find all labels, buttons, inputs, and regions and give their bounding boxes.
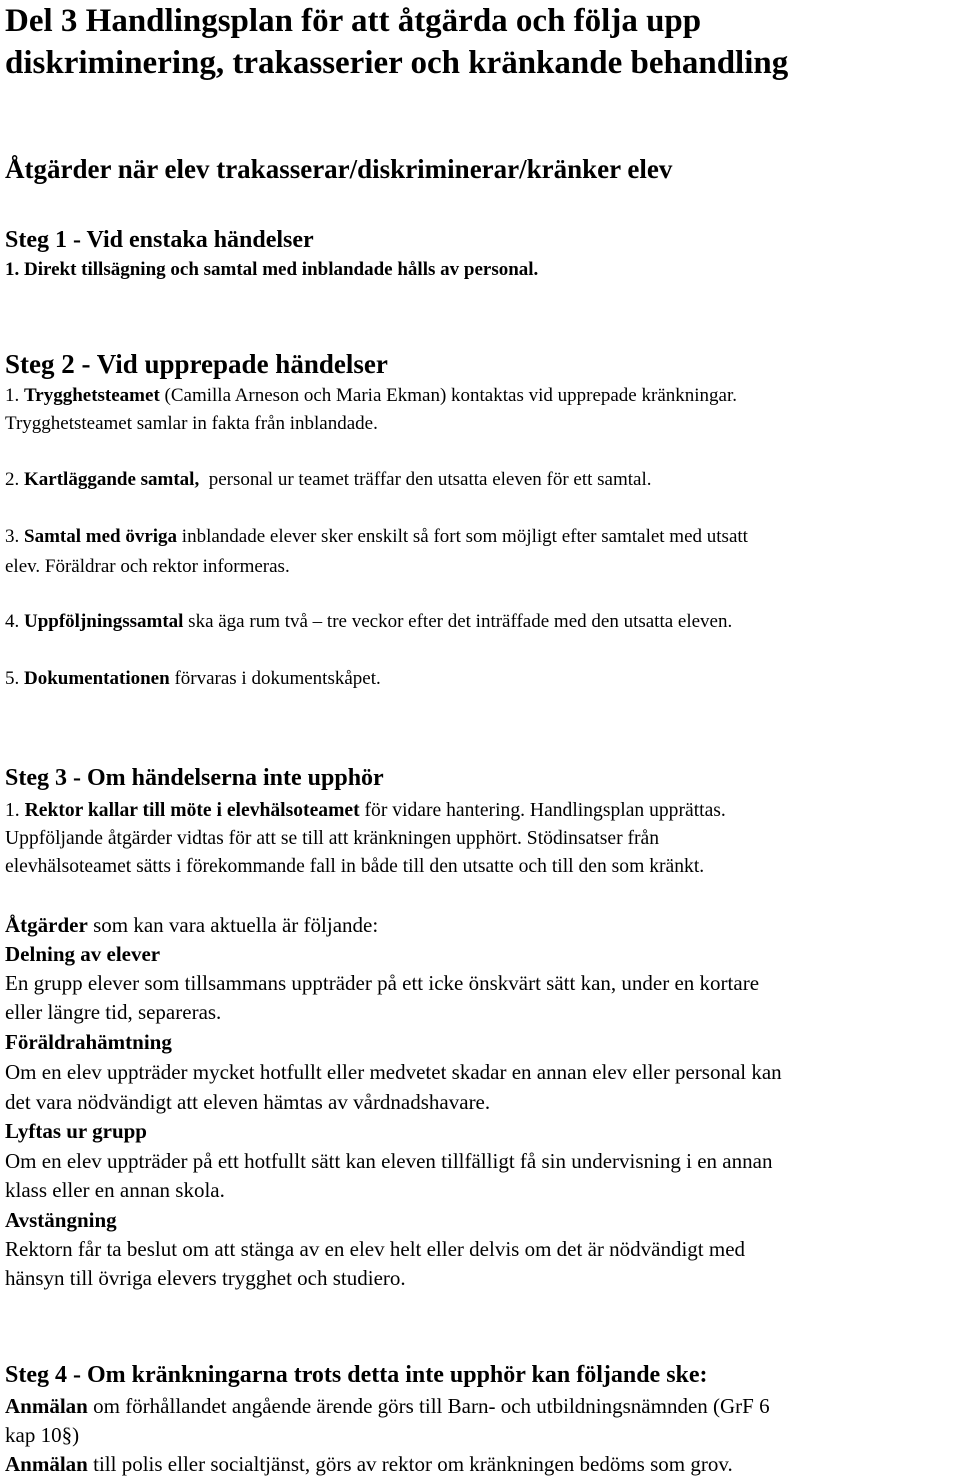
step3-item1-number: 1.	[5, 800, 25, 821]
measure-text-foraldrahamtning-line1: Om en elev uppträder mycket hotfullt eller medvetet skadar en annan elev eller personal kan	[5, 1060, 782, 1084]
step4-item2	[5, 1450, 733, 1479]
step4-item1-text: om förhållandet angående ärende görs till Barn- och utbildningsnämnden (GrF 6	[87, 1394, 770, 1418]
measure-text-delning-line2: eller längre tid, separeras.	[5, 1000, 222, 1024]
step2-item1	[5, 384, 737, 408]
step2-item3-bold: Samtal med övriga	[24, 526, 178, 547]
measure-text-foraldrahamtning-line2: det vara nödvändigt att eleven hämtas av vårdnadshavare.	[5, 1090, 491, 1114]
step4-item1-line2: kap 10§)	[5, 1423, 80, 1447]
section-heading: Åtgärder när elev trakasserar/diskriminerar/kränker elev	[5, 154, 673, 184]
step3-item1	[5, 798, 726, 824]
step2-item2-bold: Kartläggande samtal,	[24, 469, 200, 490]
measure-text-lyftas-line1: Om en elev uppträder på ett hotfullt sätt kan eleven tillfälligt få sin undervisning i en annan	[5, 1149, 773, 1173]
step3-heading: Steg 3 - Om händelserna inte upphör	[5, 765, 384, 791]
page-title-line-2: diskriminering, trakasserier och kränkande behandling	[5, 45, 789, 81]
measures-intro-text: som kan vara aktuella är följande:	[87, 913, 379, 937]
step2-item2-number: 2.	[5, 469, 24, 490]
step2-item1-number: 1.	[5, 385, 24, 406]
step3-item1-text: för vidare hantering. Handlingsplan upprättas.	[359, 800, 726, 821]
page-title-line-1: Del 3 Handlingsplan för att åtgärda och följa upp	[5, 3, 702, 39]
step2-item5	[5, 667, 381, 691]
step4-item2-bold: Anmälan	[5, 1452, 88, 1476]
step2-item3	[5, 525, 748, 549]
step2-item1-text: (Camilla Arneson och Maria Ekman) kontaktas vid upprepade kränkningar.	[159, 385, 737, 406]
step2-item4-text: ska äga rum två – tre veckor efter det inträffade med den utsatta eleven.	[183, 611, 733, 632]
step2-item5-bold: Dokumentationen	[24, 668, 170, 689]
step3-item1-line3: elevhälsoteamet sätts i förekommande fall in både till den utsatte och till den som kränkt.	[5, 856, 705, 877]
step3-item1-bold: Rektor kallar till möte i elevhälsoteamet	[24, 800, 360, 821]
measure-heading-avstangning: Avstängning	[5, 1208, 117, 1232]
measure-text-avstangning-line2: hänsyn till övriga elevers trygghet och studiero.	[5, 1266, 406, 1290]
step2-item2	[5, 468, 652, 492]
step4-item1	[5, 1392, 770, 1421]
step4-heading: Steg 4 - Om kränkningarna trots detta inte upphör kan följande ske:	[5, 1362, 708, 1388]
step2-item1-line2: Trygghetsteamet samlar in fakta från inblandade.	[5, 413, 378, 434]
step2-item4-bold: Uppföljningssamtal	[24, 611, 184, 632]
measure-text-lyftas-line2: klass eller en annan skola.	[5, 1178, 225, 1202]
measure-heading-delning: Delning av elever	[5, 942, 161, 966]
step1-item1: 1. Direkt tillsägning och samtal med inblandade hålls av personal.	[5, 259, 539, 280]
measures-intro-bold: Åtgärder	[5, 913, 88, 937]
step4-item2-text: till polis eller socialtjänst, görs av rektor om kränkningen bedöms som grov.	[87, 1452, 733, 1476]
step2-heading: Steg 2 - Vid upprepade händelser	[5, 349, 388, 379]
measure-heading-lyftas: Lyftas ur grupp	[5, 1119, 147, 1143]
step2-item3-text: inblandade elever sker enskilt så fort som möjligt efter samtalet med utsatt	[177, 526, 748, 547]
measure-text-delning-line1: En grupp elever som tillsammans uppträder på ett icke önskvärt sätt kan, under en kortare	[5, 971, 760, 995]
measure-heading-foraldrahamtning: Föräldrahämtning	[5, 1030, 172, 1054]
step3-item1-line2: Uppföljande åtgärder vidtas för att se till att kränkningen upphört. Stödinsatser från	[5, 828, 660, 849]
measure-text-avstangning-line1: Rektorn får ta beslut om att stänga av en elev helt eller delvis om det är nödvändigt med	[5, 1237, 746, 1261]
step2-item5-number: 5.	[5, 668, 24, 689]
step2-item3-line2: elev. Föräldrar och rektor informeras.	[5, 556, 290, 577]
step4-item1-bold: Anmälan	[5, 1394, 88, 1418]
step2-item2-text: personal ur teamet träffar den utsatta eleven för ett samtal.	[199, 469, 652, 490]
step2-item4-number: 4.	[5, 611, 24, 632]
step2-item4	[5, 610, 732, 634]
step2-item1-bold: Trygghetsteamet	[24, 385, 160, 406]
measures-intro	[5, 911, 378, 940]
step1-heading: Steg 1 - Vid enstaka händelser	[5, 227, 314, 253]
step2-item3-number: 3.	[5, 526, 24, 547]
step2-item5-text: förvaras i dokumentskåpet.	[169, 668, 381, 689]
